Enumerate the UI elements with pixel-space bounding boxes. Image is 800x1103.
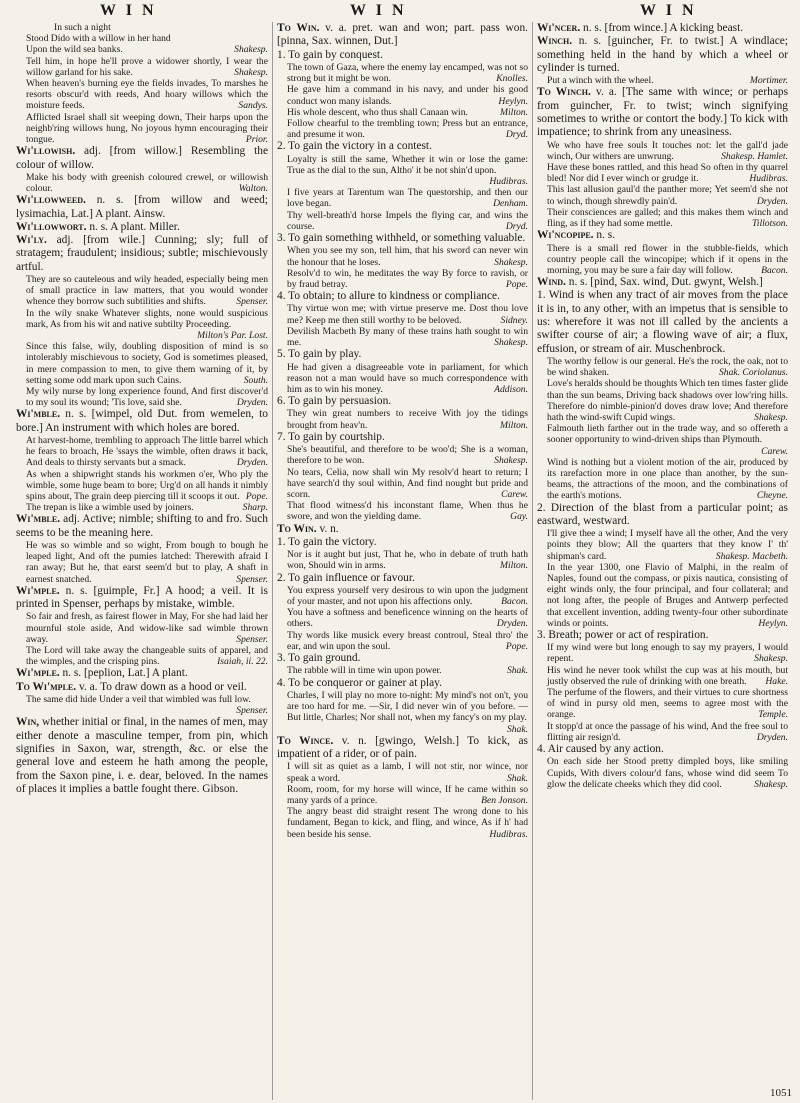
quotation-text: Make his body with greenish coloured crewel, or willowish colour. bbox=[26, 171, 268, 195]
quotation-text: As when a shipwright stands his workmen o'er, Who ply the wimble, some huge beam to bore; Urg'd on all hands it nimbly spins about, The grain deep piercing till it scoops it out. bbox=[26, 468, 268, 503]
running-header bbox=[0, 0, 800, 22]
quotation bbox=[26, 172, 268, 194]
citation: Spenser. bbox=[236, 705, 268, 717]
columns bbox=[12, 22, 792, 1100]
quotation-text: Since this false, wily, doubling disposition of mind is so intolerably mischievous to society, God is sometimes pleased, in mere compassion to men, to give them warning of it, by setting some odd mark upon such Cains. bbox=[26, 341, 268, 386]
headword: Wi'mple. bbox=[16, 584, 60, 597]
citation: Hake. bbox=[765, 675, 788, 687]
quotation bbox=[26, 56, 268, 78]
quotation-text: The perfume of the flowers, and their virtues to cure shortness of wind in pursy old men, seems to agree most with the orange. bbox=[547, 687, 788, 721]
citation: Tillotson. bbox=[752, 218, 788, 229]
citation: Ben Jonson. bbox=[481, 794, 528, 806]
quotation bbox=[287, 118, 528, 140]
quotation-text: At harvest-home, trembling to approach The little barrel which he fears to broach, He 'ssays the wimble, often draws it back, And deals to thirsty servants but a smack. bbox=[26, 435, 268, 469]
headword: To Wi'mple. bbox=[16, 680, 77, 693]
quotation bbox=[547, 356, 788, 378]
quotation-text: Love's heralds should be thoughts Which ten times faster glide than the sun beams, Driving back shadows over low'ring hills. Therefore do nimble-pinion'd doves draw love; And therefore hath the wind-swift Cupid wings. bbox=[547, 378, 788, 423]
citation: Shak. Coriolanus. bbox=[718, 367, 788, 379]
quotation bbox=[26, 78, 268, 112]
headword: Wind. bbox=[537, 276, 566, 289]
quotation-text: If my wind were but long enough to say my prayers, I would repent. bbox=[547, 642, 788, 665]
quotation bbox=[26, 540, 268, 585]
quotation-text: The trepan is like a wimble used by joiners. bbox=[26, 502, 194, 514]
citation: Spenser. bbox=[236, 633, 268, 645]
quotation bbox=[26, 645, 268, 667]
quotation bbox=[287, 467, 528, 501]
quotation bbox=[287, 84, 528, 106]
sense-definition: 3. Breath; power or act of respiration. bbox=[537, 628, 709, 641]
headword: To Winch. bbox=[537, 86, 591, 99]
quotation-text: They win great numbers to receive With joy the tidings brought from heav'n. bbox=[287, 408, 528, 431]
column-2 bbox=[272, 22, 532, 1100]
definition: n. s. [guincher, Fr. to twist.] A windlace; something held in the hand by which a wheel or cylinder is turned. bbox=[537, 35, 788, 74]
dictionary-entry bbox=[277, 22, 528, 49]
quotation-text: I'll give thee a wind; I myself have all the other, And the very points they blow; All the quarters that they know I' th' shipman's card. bbox=[547, 528, 788, 562]
quotation bbox=[287, 806, 528, 840]
quotation-text: Afflicted Israel shall sit weeping down, Their harps upon the neighb'ring willows hung, No joyous hymn encouraging their tongue. bbox=[26, 111, 268, 146]
definition: n. s. bbox=[593, 229, 616, 242]
citation: Hudibras. bbox=[749, 173, 788, 185]
dictionary-entry bbox=[16, 716, 268, 796]
citation: Bacon. bbox=[501, 596, 528, 608]
quotation-text: There is a small red flower in the stubble-fields, which country people call the wincopipe; which if it opens in the morning, you may be sure a fair day will follow. bbox=[547, 242, 788, 276]
definition: n. s. [from willow and weed; lysimachia, Lat.] A plant. Ainsw. bbox=[16, 194, 268, 220]
citation: Shakesp. bbox=[494, 256, 528, 268]
quotation-text: Upon the wild sea banks. bbox=[26, 44, 123, 56]
quotation bbox=[287, 444, 528, 466]
quotation-text: Thy well-breath'd horse Impels the flying car, and wins the course. bbox=[287, 209, 528, 232]
citation: Dryden. bbox=[236, 397, 268, 409]
dictionary-entry bbox=[16, 145, 268, 172]
quotation bbox=[287, 585, 528, 607]
citation: Shak. bbox=[506, 665, 528, 677]
sense-definition: 1. To gain the victory. bbox=[277, 535, 377, 548]
citation: Dryden. bbox=[236, 457, 268, 469]
sense-definition: 2. Direction of the blast from a particular point; as eastward, westward. bbox=[537, 501, 788, 527]
quotation bbox=[287, 500, 528, 522]
citation: Dryden. bbox=[496, 618, 528, 630]
quotation bbox=[547, 207, 788, 229]
header-left: W I N bbox=[100, 2, 157, 19]
sense-definition: 1. To gain by conquest. bbox=[277, 48, 383, 61]
headword: Wi'ncer. bbox=[537, 22, 581, 34]
quotation-text: The worthy fellow is our general. He's the rock, the oak, not to be wind shaken. bbox=[547, 355, 788, 379]
sense-definition: 3. To gain something withheld, or something valuable. bbox=[277, 232, 526, 245]
quotation-text: My wily nurse by long experience found, And first discover'd to my soul its wound; 'Tis love, said she. bbox=[26, 386, 268, 409]
citation: Pope. bbox=[505, 640, 528, 652]
column-1 bbox=[12, 22, 272, 1100]
definition: v. a. [The same with wince; or perhaps from guincher, Fr. to twist; winch signifying sometimes to writhe or contort the body.] To kick with impatience; to shrink from any uneasiness. bbox=[537, 86, 789, 139]
dictionary-entry bbox=[537, 35, 788, 75]
headword: Wi'ncopipe. bbox=[537, 229, 594, 242]
quotation-text: No tears, Celia, now shall win My resolv'd heart to return; I have search'd thy soul within, And find nought but pride and scorn. bbox=[287, 466, 528, 500]
citation: Sidney. bbox=[500, 314, 528, 326]
quotation-text: Resolv'd to win, he meditates the way By force to ravish, or by fraud betray. bbox=[287, 267, 528, 290]
definition: adj. Active; nimble; shifting to and fro. Such seems to be the meaning here. bbox=[16, 513, 268, 539]
sense-definition: 7. To gain by courtship. bbox=[277, 430, 385, 443]
quotation bbox=[287, 62, 528, 84]
quotation bbox=[547, 423, 788, 457]
citation: Sandys. bbox=[238, 100, 268, 112]
definition: n. s. [peplion, Lat.] A plant. bbox=[59, 667, 188, 680]
quotation bbox=[26, 694, 268, 716]
quotation bbox=[547, 140, 788, 162]
quotation-text: Thy words like musick every breast controul, Steal thro' the ear, and win upon the soul. bbox=[287, 629, 528, 652]
citation: Spenser. bbox=[236, 296, 268, 308]
dictionary-entry bbox=[277, 523, 528, 536]
citation: Heylyn. bbox=[498, 95, 528, 107]
quotation-text: His wind he never took whilst the cup was at his mouth, but justly observed the rule of drinking with one breath. bbox=[547, 664, 788, 687]
dictionary-entry bbox=[16, 408, 268, 435]
quotation bbox=[287, 303, 528, 325]
definition: n. s. [pind, Sax. wind, Dut. gwynt, Welsh.] bbox=[565, 276, 763, 289]
definition: n. s. [wimpel, old Dut. from wemelen, to bore.] An instrument with which holes are bored. bbox=[16, 408, 268, 434]
quotation-text: Put a winch with the wheel. bbox=[547, 75, 654, 87]
citation: Milton's Par. Lost. bbox=[197, 330, 268, 342]
quotation-text: I will sit as quiet as a lamb, I will not stir, nor wince, nor speak a word. bbox=[287, 761, 528, 784]
dictionary-entry bbox=[537, 229, 788, 242]
definition: whether initial or final, in the names of men, may either denote a masculine temper, from pin, which signifies in Saxon, war, strength, &c. or else the general love and esteem he hath among the people, from the Saxon pine, i. e. dear, beloved. In the names of places it implies a battle fought there. Gibson. bbox=[16, 716, 268, 795]
quotation bbox=[26, 44, 268, 55]
quotation-text: The town of Gaza, where the enemy lay encamped, was not so strong but it might be won. bbox=[287, 61, 528, 85]
sense-definition: 1. Wind is when any tract of air moves from the place it is in, to any other, with an impetus that is sensible to us: wherefore it was not ill called by the ancients a swifter course of air; a flowing wave of air; a flux, effusion, or stream of air. Muschenbrock. bbox=[537, 289, 788, 355]
quotation bbox=[287, 154, 528, 188]
quotation-text: His whole descent, who thus shall Canaan win. bbox=[287, 106, 468, 118]
citation: Shakesp. bbox=[494, 455, 528, 467]
quotation-text: You express yourself very desirous to win upon the judgment of your master, and not upon his affections only. bbox=[287, 584, 528, 608]
dictionary-entry bbox=[277, 735, 528, 762]
quotation-text: Room, room, for my horse will wince, If he came within so many yards of a prince. bbox=[287, 783, 528, 806]
column-3 bbox=[532, 22, 792, 1100]
quotation-text: He was so wimble and so wight, From bough to bough he leaped light, And oft the pumies latched: Therewith afraid I ran away; But he, that earst seem'd but to play, A shaft in earnest snatched. bbox=[26, 540, 268, 585]
citation: Mortimer. bbox=[749, 75, 788, 87]
headword: Wi'llowish. bbox=[16, 145, 76, 158]
dictionary-entry bbox=[16, 194, 268, 221]
quotation bbox=[547, 528, 788, 562]
sense-definition: 6. To gain by persuasion. bbox=[277, 395, 392, 408]
quotation bbox=[547, 457, 788, 502]
sense-definition: 4. Air caused by any action. bbox=[537, 743, 664, 756]
citation: Shak. bbox=[506, 772, 528, 784]
header-center: W I N bbox=[350, 2, 407, 19]
quotation bbox=[26, 308, 268, 342]
citation: Dryden. bbox=[756, 731, 788, 743]
headword: Wi'mble. bbox=[16, 408, 61, 421]
citation: Shakesp. bbox=[234, 66, 268, 78]
sense-definition: 4. To be conqueror or gainer at play. bbox=[277, 676, 442, 689]
citation: Shakesp. bbox=[234, 44, 268, 56]
quotation bbox=[547, 756, 788, 790]
citation: Heylyn. bbox=[758, 617, 788, 629]
quotation bbox=[287, 784, 528, 806]
quotation-text: Nor is it aught but just, That he, who in debate of truth hath won, Should win in arms. bbox=[287, 549, 528, 572]
quotation bbox=[547, 562, 788, 629]
sense-definition: 2. To gain the victory in a contest. bbox=[277, 140, 432, 153]
citation: Dryd. bbox=[505, 220, 528, 232]
headword: Wi'ly. bbox=[16, 234, 47, 247]
page-number: 1051 bbox=[770, 1087, 792, 1099]
sense-definition: 3. To gain ground. bbox=[277, 652, 361, 665]
quotation-text: In the year 1300, one Flavio of Malphi, in the realm of Naples, found out the compass, or pixis nautica, consisting of eight winds only, the four principal, and four collateral; and not long after, the people of Bruges and Antwerp perfected that excellent invention, adding twenty-four other subordinate winds or points. bbox=[547, 561, 788, 629]
citation: Spenser. bbox=[236, 573, 268, 585]
quotation-text: That flood witness'd his inconstant flame, When thus he swore, and won the yielding dame. bbox=[287, 500, 528, 523]
quotation bbox=[287, 107, 528, 118]
quotation bbox=[26, 22, 268, 33]
quotation bbox=[547, 642, 788, 664]
quotation bbox=[26, 33, 268, 44]
quotation bbox=[287, 665, 528, 676]
quotation-text: We who have free souls It touches not: let the gall'd jade winch, Our withers are unwrung. bbox=[547, 139, 788, 162]
quotation-text: In the wily snake Whatever slights, none would suspicious mark, As from his wit and native subtilty Proceeding. bbox=[26, 307, 268, 330]
quotation-text: In such a night bbox=[54, 22, 111, 33]
citation: Hudibras. bbox=[489, 176, 528, 188]
citation: Denham. bbox=[493, 198, 528, 210]
header-right: W I N bbox=[640, 2, 697, 19]
quotation-text: This last allusion gaul'd the panther more; Yet seem'd she not to winch, though shrewdly pain'd. bbox=[547, 184, 788, 207]
citation: Prior. bbox=[245, 134, 268, 146]
quotation-text: Tell him, in hope he'll prove a widower shortly, I wear the willow garland for his sake. bbox=[26, 55, 268, 78]
quotation bbox=[547, 665, 788, 687]
citation: Shak. bbox=[506, 723, 528, 735]
definition: v. n. [gwingo, Welsh.] To kick, as impatient of a rider, or of pain. bbox=[277, 734, 528, 760]
quotation bbox=[287, 326, 528, 348]
definition: v. n. bbox=[316, 522, 339, 535]
quotation-text: I five years at Tarentum wan The questorship, and then our love began. bbox=[287, 187, 528, 210]
dictionary-entry bbox=[16, 681, 268, 694]
quotation-text: When you see my son, tell him, that his sword can never win the honour that he loses. bbox=[287, 245, 528, 268]
quotation bbox=[26, 386, 268, 408]
quotation bbox=[287, 187, 528, 209]
quotation-text: The same did hide Under a veil that wimbled was full low. bbox=[26, 694, 251, 706]
headword: Wi'mble. bbox=[16, 513, 61, 526]
quotation-text: Falmouth lieth farther out in the trade way, and so offereth a sooner opportunity to wind-driven ships than Plymouth. bbox=[547, 423, 788, 446]
quotation bbox=[287, 268, 528, 290]
headword: To Win. bbox=[277, 522, 317, 535]
citation: Carew. bbox=[501, 488, 528, 500]
definition: adj. [from willow.] Resembling the colour of willow. bbox=[16, 145, 268, 171]
quotation bbox=[547, 721, 788, 743]
quotation bbox=[287, 690, 528, 735]
quotation-text: Loyalty is still the same, Whether it win or lose the game: True as the dial to the sun, Altho' it be not shin'd upon. bbox=[287, 153, 528, 176]
quotation bbox=[287, 630, 528, 652]
definition: v. a. To draw down as a hood or veil. bbox=[76, 680, 247, 693]
citation: Shakesp. bbox=[754, 778, 788, 790]
dictionary-entry bbox=[16, 513, 268, 540]
headword: Winch. bbox=[537, 35, 573, 48]
quotation bbox=[547, 378, 788, 423]
citation: Knolles. bbox=[496, 73, 528, 85]
headword: To Win. bbox=[277, 22, 320, 34]
sense-definition: 4. To obtain; to allure to kindness or compliance. bbox=[277, 290, 500, 303]
quotation-text: You have a softness and beneficence winning on the hearts of others. bbox=[287, 607, 528, 630]
quotation bbox=[287, 210, 528, 232]
quotation-text: When heaven's burning eye the fields invades, To marshes he resorts obscur'd with reeds, And hoary willows which the moisture feeds. bbox=[26, 78, 268, 112]
citation: Cheyne. bbox=[756, 490, 788, 502]
quotation bbox=[26, 341, 268, 386]
headword: To Wince. bbox=[277, 734, 334, 747]
citation: Temple. bbox=[758, 709, 788, 721]
quotation-text: The Lord will take away the changeable suits of apparel, and the wimples, and the crisping pins. bbox=[26, 645, 268, 668]
quotation-text: Their consciences are galled; and this makes them winch and fling, as if they had some mettle. bbox=[547, 206, 788, 229]
quotation-text: Devilish Macbeth By many of these trains hath sought to win me. bbox=[287, 325, 528, 349]
citation: Shakesp. bbox=[494, 337, 528, 349]
headword: Win, bbox=[16, 716, 40, 729]
citation: Milton. bbox=[500, 106, 528, 118]
quotation bbox=[26, 502, 268, 513]
quotation-text: She's beautiful, and therefore to be woo'd; She is a woman, therefore to be won. bbox=[287, 444, 528, 467]
quotation bbox=[26, 435, 268, 469]
citation: Shakesp. bbox=[754, 411, 788, 423]
citation: Gay. bbox=[510, 511, 528, 523]
quotation-text: Wind is nothing but a violent motion of the air, produced by its rarefaction more in one place than another, by the sun-beams, the attractions of the moon, and the combinations of the earth's motions. bbox=[547, 456, 788, 502]
dictionary-entry bbox=[16, 234, 268, 274]
quotation bbox=[287, 245, 528, 267]
quotation-text: Charles, I will play no more to-night: My mind's not on't, you are too hard for me. —Sir, I did never win of you before. —But little, Charles; Nor shall not, when my fancy's on my play. bbox=[287, 689, 528, 724]
citation: Hudibras. bbox=[489, 828, 528, 840]
sense-definition: 2. To gain influence or favour. bbox=[277, 571, 415, 584]
headword: Wi'llowweed. bbox=[16, 194, 86, 207]
quotation-text: Stood Dido with a willow in her hand bbox=[26, 33, 171, 45]
quotation bbox=[287, 549, 528, 571]
quotation bbox=[287, 408, 528, 430]
quotation-text: Have these bones rattled, and this head So often in thy quarrel bled! Nor did I ever winch or grudge it. bbox=[547, 161, 788, 185]
citation: South. bbox=[243, 374, 268, 386]
citation: Milton. bbox=[500, 419, 528, 431]
citation: Sharp. bbox=[242, 502, 268, 514]
definition: n. s. [from wince.] A kicking beast. bbox=[580, 22, 744, 34]
quotation bbox=[287, 761, 528, 783]
dictionary-entry bbox=[537, 276, 788, 289]
headword: Wi'llowwort. bbox=[16, 220, 87, 233]
quotation-text: They are so cauteleous and wily headed, especially being men of small practice in law matters, that you would wonder whence they borrow such subtilities and shifts. bbox=[26, 274, 268, 308]
citation: Milton. bbox=[500, 560, 528, 572]
quotation bbox=[287, 362, 528, 396]
quotation-text: It stopp'd at once the passage of his wind, And the free soul to flitting air resign'd. bbox=[547, 720, 788, 743]
quotation bbox=[26, 611, 268, 645]
quotation bbox=[26, 469, 268, 503]
citation: Pope. bbox=[505, 278, 528, 290]
quotation bbox=[547, 184, 788, 206]
citation: Carew. bbox=[761, 445, 788, 457]
quotation bbox=[547, 75, 788, 86]
quotation-text: He gave him a command in his navy, and under his good conduct won many islands. bbox=[287, 84, 528, 107]
citation: Pope. bbox=[245, 491, 268, 503]
dictionary-entry bbox=[537, 22, 788, 35]
quotation bbox=[547, 243, 788, 277]
definition: v. a. pret. wan and won; part. pass won. [pinna, Sax. winnen, Dut.] bbox=[277, 22, 529, 48]
citation: Addison. bbox=[494, 383, 528, 395]
citation: Dryd. bbox=[505, 129, 528, 141]
quotation bbox=[26, 274, 268, 308]
dictionary-entry bbox=[16, 667, 268, 680]
quotation bbox=[547, 162, 788, 184]
dictionary-entry bbox=[16, 221, 268, 234]
definition: adj. [from wile.] Cunning; sly; full of stratagem; fraudulent; insidious; subtle; mischievously artful. bbox=[16, 234, 268, 273]
citation: Bacon. bbox=[761, 264, 788, 276]
dictionary-entry bbox=[537, 86, 788, 139]
sense-definition: 5. To gain by play. bbox=[277, 348, 362, 361]
citation: Dryden. bbox=[756, 195, 788, 207]
quotation-text: The angry beast did straight resent The wrong done to his fundament, Began to kick, and fling, and wince, As if h' had been beside his sense. bbox=[287, 806, 528, 840]
definition: n. s. [guimple, Fr.] A hood; a veil. It is printed in Spenser, perhaps by mistake, wimble. bbox=[16, 584, 268, 611]
citation: Isaiah, ii. 22. bbox=[217, 656, 268, 668]
quotation-text: He had given a disagreeable vote in parliament, for which reason not a man would have so much correspondence with him as to win his money. bbox=[287, 361, 528, 395]
quotation bbox=[287, 607, 528, 629]
quotation-text: Follow chearful to the trembling town; Press but an entrance, and presume it won. bbox=[287, 117, 528, 141]
definition: n. s. A plant. Miller. bbox=[86, 220, 180, 233]
headword: Wi'mple. bbox=[16, 667, 60, 680]
quotation-text: So fair and fresh, as fairest flower in May, For she had laid her mournful stole aside, And widow-like sad wimble thrown away. bbox=[26, 611, 268, 645]
dictionary-entry bbox=[16, 585, 268, 612]
citation: Shakesp. Hamlet. bbox=[721, 150, 788, 162]
citation: Walton. bbox=[238, 183, 268, 195]
quotation-text: The rabble will in time win upon power. bbox=[287, 665, 442, 677]
quotation bbox=[26, 112, 268, 146]
citation: Shakesp. bbox=[754, 653, 788, 665]
citation: Shakesp. Macbeth. bbox=[715, 550, 788, 562]
quotation-text: On each side her Stood pretty dimpled boys, like smiling Cupids, With divers colour'd fans, whose wind did seem To glow the delicate cheeks which they did cool. bbox=[547, 756, 788, 790]
quotation bbox=[547, 687, 788, 721]
quotation-text: Thy virtue won me; with virtue preserve me. Dost thou love me? Keep me then still worthy to be beloved. bbox=[287, 303, 528, 326]
